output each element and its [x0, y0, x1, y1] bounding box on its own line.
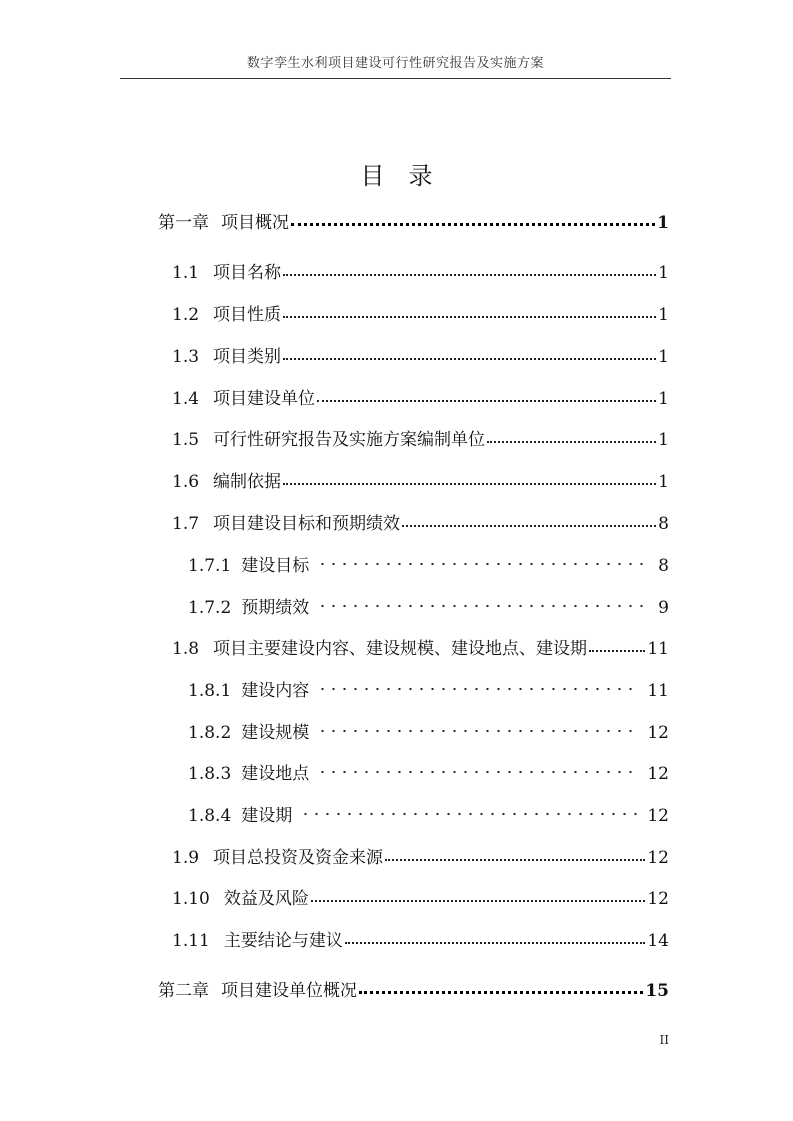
toc-dot-leader [311, 899, 646, 902]
toc-entry[interactable] [172, 471, 669, 493]
toc-entry-number: 1.4 [172, 389, 200, 409]
toc-entry-number: 1.10 [172, 889, 210, 909]
toc-entry-title: 建设期 [241, 806, 293, 826]
toc-dot-leader [291, 222, 655, 226]
toc-entry[interactable] [172, 930, 669, 952]
toc-entry[interactable] [172, 262, 669, 284]
toc-entry-page: 12 [647, 848, 669, 868]
toc-dot-leader [283, 273, 656, 276]
toc-entry[interactable] [188, 722, 669, 744]
toc-dot-leader [317, 722, 639, 738]
toc-dot-leader [317, 597, 650, 613]
toc-entry-title: 项目建设单位 [213, 389, 316, 409]
toc-entry-number: 1.6 [172, 472, 200, 492]
toc-entry-title: 项目建设单位概况 [221, 981, 357, 1001]
toc-entry-page: 1 [658, 347, 669, 367]
toc-entry-page: 8 [658, 556, 669, 576]
toc-entry-title: 项目类别 [213, 347, 282, 367]
toc-dot-leader [359, 990, 643, 994]
toc-entry-number: 1.3 [172, 347, 200, 367]
toc-entry-title: 效益及风险 [223, 889, 309, 909]
toc-entry-page: 12 [647, 723, 669, 743]
toc-entry[interactable] [172, 513, 669, 535]
toc-entry[interactable] [188, 763, 669, 785]
toc-entry-number: 1.1 [172, 263, 200, 283]
header-rule [120, 78, 671, 79]
toc-dot-leader [487, 440, 656, 443]
toc-entry[interactable] [172, 429, 669, 451]
toc-entry[interactable] [172, 638, 669, 660]
toc-entry-title: 可行性研究报告及实施方案编制单位 [213, 430, 486, 450]
running-header: 数字孪生水利项目建设可行性研究报告及实施方案 [246, 56, 544, 71]
toc-entry[interactable] [172, 847, 669, 869]
toc-dot-leader [317, 399, 656, 402]
toc-entry-title: 建设规模 [241, 723, 310, 743]
toc-title: 目录 [360, 162, 457, 190]
toc-entry[interactable] [158, 212, 669, 234]
toc-entry-number: 1.8.3 [188, 764, 232, 784]
toc-dot-leader [345, 941, 646, 944]
toc-entry-page: 12 [647, 806, 669, 826]
toc-entry-title: 项目建设目标和预期绩效 [213, 514, 401, 534]
toc-entry-number: 1.8.4 [188, 806, 232, 826]
toc-entry-page: 1 [657, 213, 669, 233]
toc-entry[interactable] [172, 388, 669, 410]
toc-entry[interactable] [188, 680, 669, 702]
toc-entry-title: 编制依据 [213, 472, 282, 492]
toc-entry-number: 1.7 [172, 514, 200, 534]
toc-entry-title: 项目主要建设内容、建设规模、建设地点、建设期 [213, 639, 588, 659]
toc-dot-leader [283, 482, 656, 485]
toc-entry-page: 9 [658, 598, 669, 618]
toc-entry-title: 项目性质 [213, 305, 282, 325]
toc-entry-title: 项目名称 [213, 263, 282, 283]
toc-entry-number: 1.7.1 [188, 556, 232, 576]
toc-entry-page: 1 [658, 472, 669, 492]
toc-entry-number: 1.7.2 [188, 598, 232, 618]
toc-entry-page: 12 [647, 889, 669, 909]
toc-entry-number: 1.11 [172, 931, 210, 951]
toc-entry[interactable] [188, 805, 669, 827]
toc-entry[interactable] [172, 346, 669, 368]
toc-entry-number: 第二章 [158, 981, 209, 1001]
toc-entry-page: 15 [645, 981, 669, 1001]
toc-dot-leader [402, 524, 656, 527]
toc-entry-title: 建设目标 [241, 556, 310, 576]
toc-dot-leader [300, 805, 639, 821]
toc-entry-page: 8 [658, 514, 669, 534]
toc-dot-leader [589, 649, 645, 652]
toc-entry-page: 1 [658, 305, 669, 325]
toc-entry-title: 预期绩效 [241, 598, 310, 618]
toc-entry-title: 主要结论与建议 [223, 931, 343, 951]
toc-entry[interactable] [188, 597, 669, 619]
toc-entry-title: 项目概况 [221, 213, 289, 233]
toc-entry[interactable] [172, 304, 669, 326]
toc-entry-page: 12 [647, 764, 669, 784]
toc-dot-leader [283, 357, 656, 360]
toc-entry-number: 1.8.1 [188, 681, 232, 701]
toc-entry-page: 1 [658, 389, 669, 409]
toc-dot-leader [317, 680, 639, 696]
toc-entry-title: 建设地点 [241, 764, 310, 784]
page-number: II [659, 1033, 669, 1047]
toc-entry-page: 1 [658, 263, 669, 283]
toc-entry-number: 1.5 [172, 430, 200, 450]
toc-entry-number: 1.8.2 [188, 723, 232, 743]
toc-dot-leader [385, 858, 645, 861]
toc-entry-page: 14 [647, 931, 669, 951]
toc-entry-number: 1.2 [172, 305, 200, 325]
toc-entry-number: 第一章 [158, 213, 209, 233]
toc-dot-leader [317, 763, 639, 779]
toc-entry[interactable] [188, 555, 669, 577]
toc-entry[interactable] [158, 980, 669, 1002]
toc-entry-title: 项目总投资及资金来源 [213, 848, 384, 868]
toc-entry-page: 1 [658, 430, 669, 450]
toc-dot-leader [317, 555, 650, 571]
toc-entry[interactable] [172, 888, 669, 910]
toc-entry-number: 1.9 [172, 848, 200, 868]
toc-dot-leader [283, 315, 656, 318]
toc-entry-number: 1.8 [172, 639, 200, 659]
toc-entry-title: 建设内容 [241, 681, 310, 701]
toc-entry-page: 11 [647, 639, 669, 659]
toc-entry-page: 11 [647, 681, 669, 701]
